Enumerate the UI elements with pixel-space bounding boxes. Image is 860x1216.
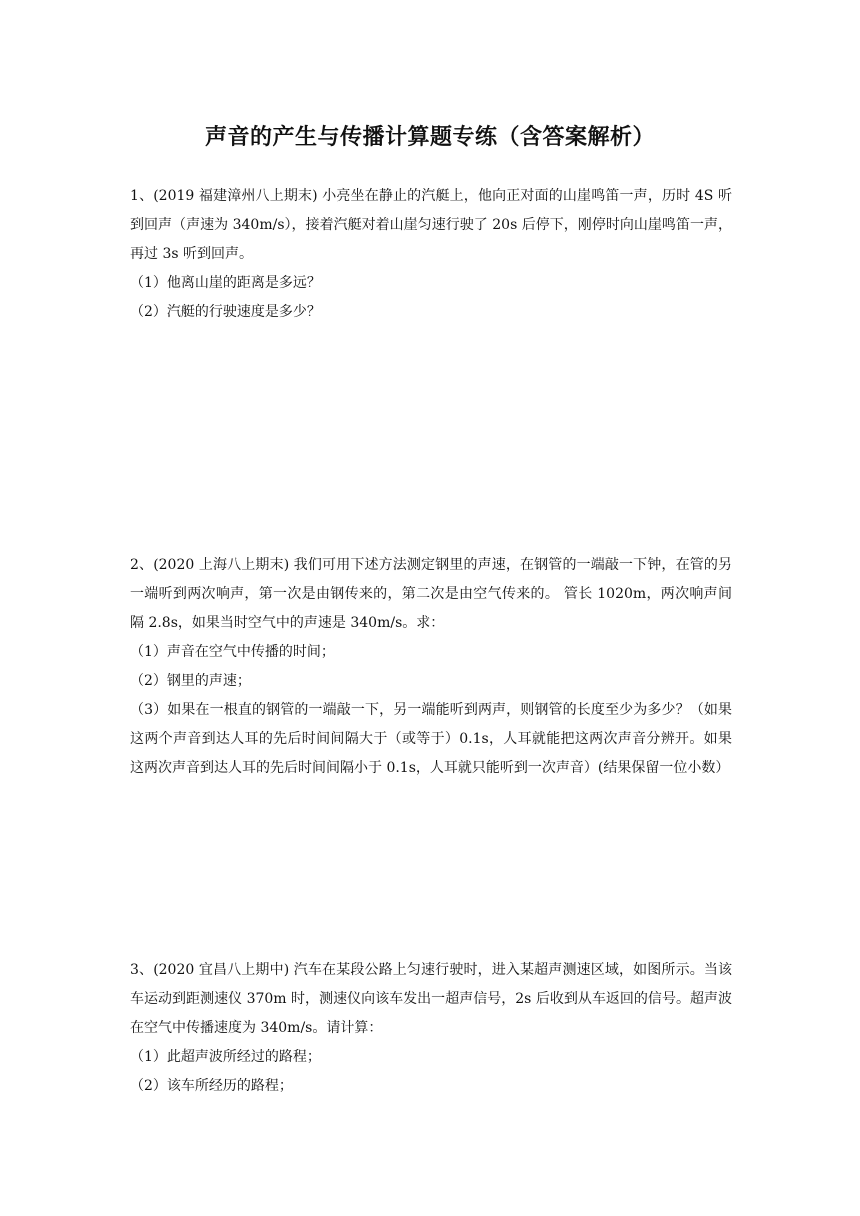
question-2-part-3: （3）如果在一根直的钢管的一端敲一下，另一端能听到两声，则钢管的长度至少为多少？（如果这两个声音到达人耳的先后时间间隔大于（或等于）0.1s，人耳就能把这两次声音分辨开。如果这两次声音到达人耳的先后时间间隔小于 0.1s，人耳就只能听到一次声音）(结果保留一位小数） bbox=[130, 702, 732, 776]
question-2-part-1: （1）声音在空气中传播的时间； bbox=[130, 644, 335, 660]
question-1-part-2: （2）汽艇的行驶速度是多少？ bbox=[130, 304, 321, 320]
question-2-part-2: （2）钢里的声速； bbox=[130, 673, 251, 689]
question-1-part-1: （1）他离山崖的距离是多远？ bbox=[130, 275, 321, 291]
question-1-stem: 1、(2019 福建漳州八上期末) 小亮坐在静止的汽艇上，他向正对面的山崖鸣笛一声，历时 4S 听到回声（声速为 340m/s），接着汽艇对着山崖匀速行驶了 20s 后停下，刚停时向山崖鸣笛一声，再过 3s 听到回声。 bbox=[130, 188, 732, 262]
question-3 bbox=[130, 956, 732, 1101]
question-1 bbox=[130, 182, 732, 327]
question-2-stem: 2、(2020 上海八上期末) 我们可用下述方法测定钢里的声速，在钢管的一端敲一下钟，在管的另一端听到两次响声，第一次是由钢传来的，第二次是由空气传来的。 管长 1020m，两次响声间隔 2.8s，如果当时空气中的声速是 340m/s。求： bbox=[130, 557, 732, 631]
page-title: 声音的产生与传播计算题专练（含答案解析） bbox=[204, 124, 655, 150]
question-3-stem: 3、(2020 宜昌八上期中) 汽车在某段公路上匀速行驶时，进入某超声测速区域，如图所示。当该车运动到距测速仪 370m 时，测速仪向该车发出一超声信号，2s 后收到从车返回的信号。超声波在空气中传播速度为 340m/s。请计算： bbox=[130, 962, 732, 1036]
question-3-part-1: （1）此超声波所经过的路程； bbox=[130, 1049, 321, 1065]
question-2 bbox=[130, 551, 732, 783]
question-3-part-2: （2）该车所经历的路程； bbox=[130, 1078, 293, 1094]
